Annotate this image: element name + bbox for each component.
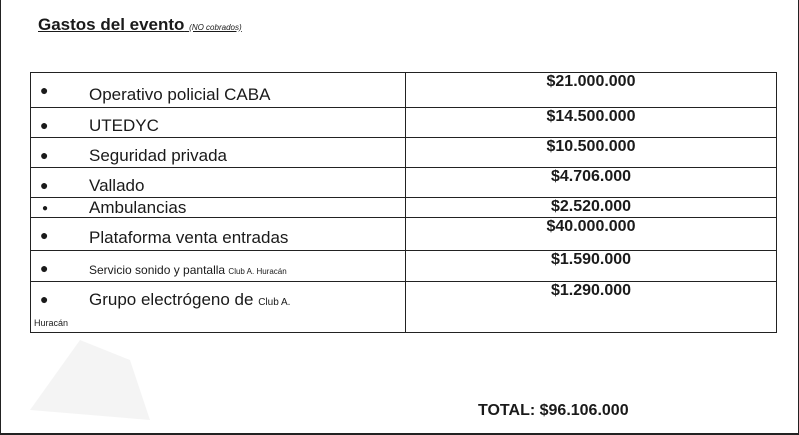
title-text: Gastos del evento xyxy=(38,15,185,34)
amount-cell: $4.706.000 xyxy=(406,168,777,198)
item-cell xyxy=(31,168,406,198)
table-row xyxy=(31,198,777,218)
item-cell xyxy=(31,108,406,138)
amount-cell: $1.590.000 xyxy=(406,251,777,282)
item-cell xyxy=(31,251,406,282)
item-label: Operativo policial CABA xyxy=(89,85,271,104)
bullet-icon: ● xyxy=(40,147,49,163)
table-row xyxy=(31,138,777,168)
item-label-text: Servicio sonido y pantalla xyxy=(89,263,226,277)
amount-cell: $1.290.000 xyxy=(406,282,777,333)
item-label: Ambulancias xyxy=(89,198,187,217)
bullet-icon: ● xyxy=(42,203,49,214)
table-row xyxy=(31,251,777,282)
item-label: UTEDYC xyxy=(89,116,159,135)
bullet-icon: ● xyxy=(40,291,49,307)
title-subtitle: (NO cobrados) xyxy=(189,23,242,32)
bullet-icon: ● xyxy=(40,227,49,243)
total-amount: TOTAL: $96.106.000 xyxy=(478,402,629,419)
item-label-text: Grupo electrógeno de xyxy=(89,290,254,309)
item-label-suffix: Club A. xyxy=(258,297,291,308)
item-cell xyxy=(31,282,406,333)
item-cell xyxy=(31,218,406,251)
table-row xyxy=(31,282,777,333)
table-row xyxy=(31,108,777,138)
item-label-suffix: Club A. Huracán xyxy=(228,267,287,276)
amount-cell: $40.000.000 xyxy=(406,218,777,251)
item-cell xyxy=(31,138,406,168)
item-label xyxy=(31,251,405,281)
item-label-wrap: Huracán xyxy=(34,318,69,328)
amount-cell: $10.500.000 xyxy=(406,138,777,168)
item-cell xyxy=(31,198,406,218)
item-label: Seguridad privada xyxy=(89,146,227,165)
item-label: Vallado xyxy=(89,176,145,195)
table-row xyxy=(31,73,777,108)
bullet-icon: ● xyxy=(40,117,49,133)
item-label: Plataforma venta entradas xyxy=(89,228,289,247)
bullet-icon: ● xyxy=(40,177,49,193)
amount-cell: $14.500.000 xyxy=(406,108,777,138)
item-label xyxy=(31,282,405,312)
table-row xyxy=(31,218,777,251)
page-title xyxy=(38,15,242,35)
item-cell xyxy=(31,73,406,108)
bullet-icon: ● xyxy=(40,260,49,276)
amount-cell: $21.000.000 xyxy=(406,73,777,108)
amount-cell: $2.520.000 xyxy=(406,198,777,218)
bullet-icon: ● xyxy=(40,82,49,98)
expenses-table xyxy=(30,72,777,333)
table-row xyxy=(31,168,777,198)
